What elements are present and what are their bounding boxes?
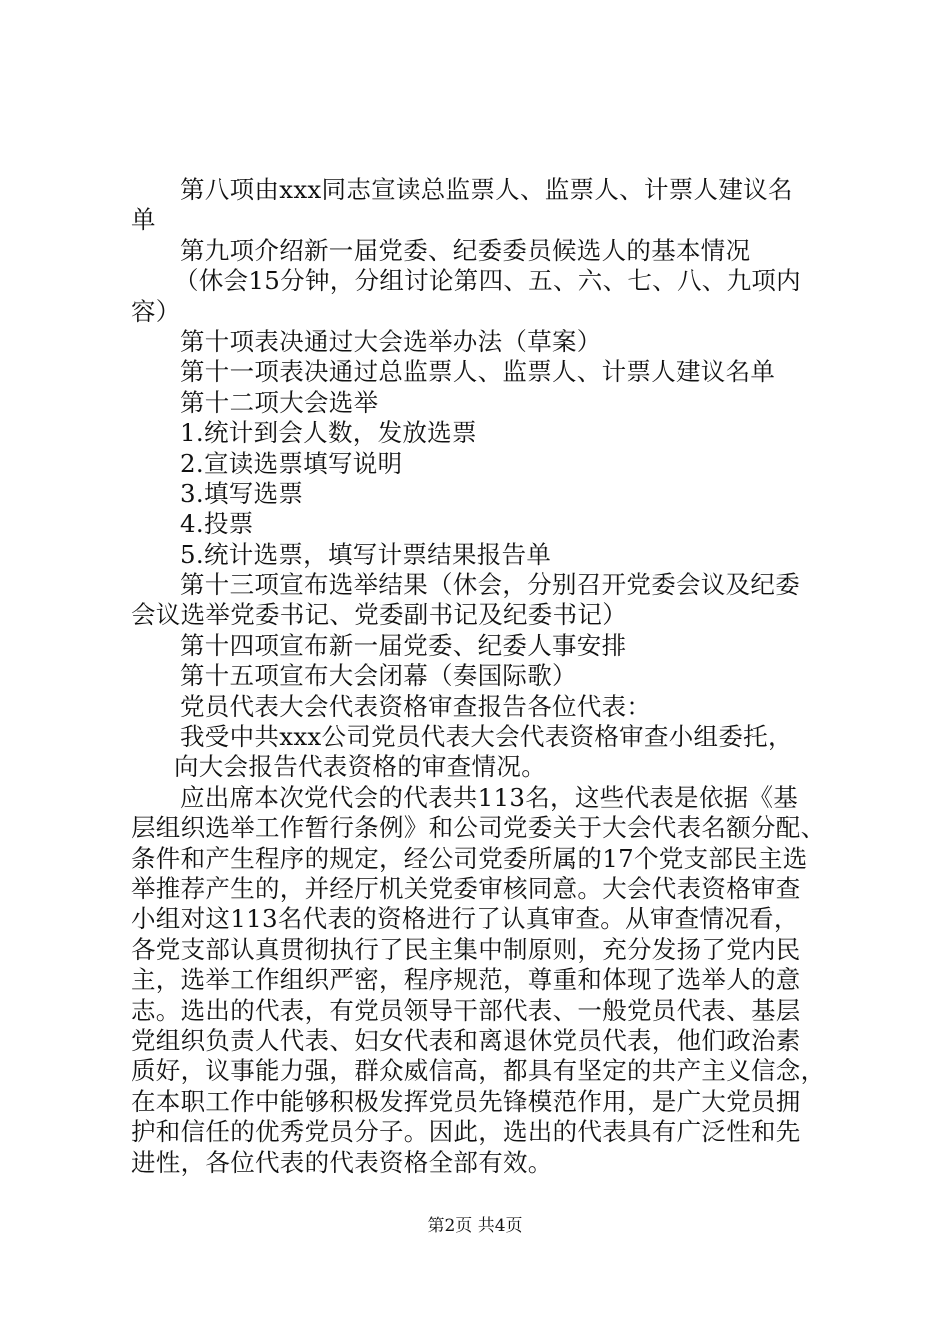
paragraph-line: 第十四项宣布新一届党委、纪委人事安排 <box>180 630 627 660</box>
paragraph-line: 小组对这113名代表的资格进行了认真审查。从审查情况看， <box>131 904 799 934</box>
paragraph-line: 应出席本次党代会的代表共113名，这些代表是依据《基 <box>180 782 799 812</box>
paragraph-line: 第十项表决通过大会选举办法（草案） <box>180 326 602 356</box>
paragraph-line: 质好，议事能力强，群众威信高，都具有坚定的共产主义信念， <box>131 1056 826 1086</box>
paragraph-line: 在本职工作中能够积极发挥党员先锋模范作用，是广大党员拥 <box>131 1086 801 1116</box>
paragraph-line: 第十五项宣布大会闭幕（奏国际歌） <box>180 661 577 691</box>
paragraph-line: 进性，各位代表的代表资格全部有效。 <box>131 1147 553 1177</box>
section-heading: 党员代表大会代表资格审查报告各位代表： <box>180 691 652 721</box>
paragraph-line: 各党支部认真贯彻执行了民主集中制原则，充分发扬了党内民 <box>131 934 801 964</box>
paragraph-line: 容） <box>131 296 181 326</box>
paragraph-line: 会议选举党委书记、党委副书记及纪委书记） <box>131 600 627 630</box>
paragraph-line: 第十二项大会选举 <box>180 387 379 417</box>
list-item: 3.填写选票 <box>180 478 304 508</box>
paragraph-line: 向大会报告代表资格的审查情况。 <box>174 752 546 782</box>
page-number: 第2页 共4页 <box>427 1216 523 1236</box>
paragraph-line: 第八项由xxx同志宣读总监票人、监票人、计票人建议名 <box>180 175 793 204</box>
document-body <box>131 175 831 1178</box>
paragraph-line: 条件和产生程序的规定，经公司党委所属的17个党支部民主选 <box>131 843 808 873</box>
paragraph-line: 第十三项宣布选举结果（休会，分别召开党委会议及纪委 <box>180 570 800 600</box>
paragraph-line: （休会15分钟，分组讨论第四、五、六、七、八、九项内 <box>174 266 801 296</box>
paragraph-line: 第九项介绍新一届党委、纪委委员候选人的基本情况 <box>180 235 751 265</box>
paragraph-line: 党组织负责人代表、妇女代表和离退休党员代表，他们政治素 <box>131 1025 801 1055</box>
paragraph-line: 志。选出的代表，有党员领导干部代表、一般党员代表、基层 <box>131 995 801 1025</box>
paragraph-line: 护和信任的优秀党员分子。因此，选出的代表具有广泛性和先 <box>131 1117 801 1147</box>
paragraph-line: 我受中共xxx公司党员代表大会代表资格审查小组委托， <box>180 722 793 752</box>
list-item: 1.统计到会人数，发放选票 <box>180 418 477 448</box>
paragraph-line: 第十一项表决通过总监票人、监票人、计票人建议名单 <box>180 357 776 387</box>
paragraph-line: 单 <box>131 205 156 235</box>
paragraph-line: 层组织选举工作暂行条例》和公司党委关于大会代表名额分配、 <box>131 813 826 843</box>
list-item: 5.统计选票，填写计票结果报告单 <box>180 539 552 569</box>
paragraph-line: 主，选举工作组织严密，程序规范，尊重和体现了选举人的意 <box>131 965 801 995</box>
list-item: 2.宣读选票填写说明 <box>180 448 403 478</box>
list-item: 4.投票 <box>180 509 254 539</box>
page-footer <box>0 1215 950 1237</box>
paragraph-line: 举推荐产生的，并经厅机关党委审核同意。大会代表资格审查 <box>131 873 801 903</box>
